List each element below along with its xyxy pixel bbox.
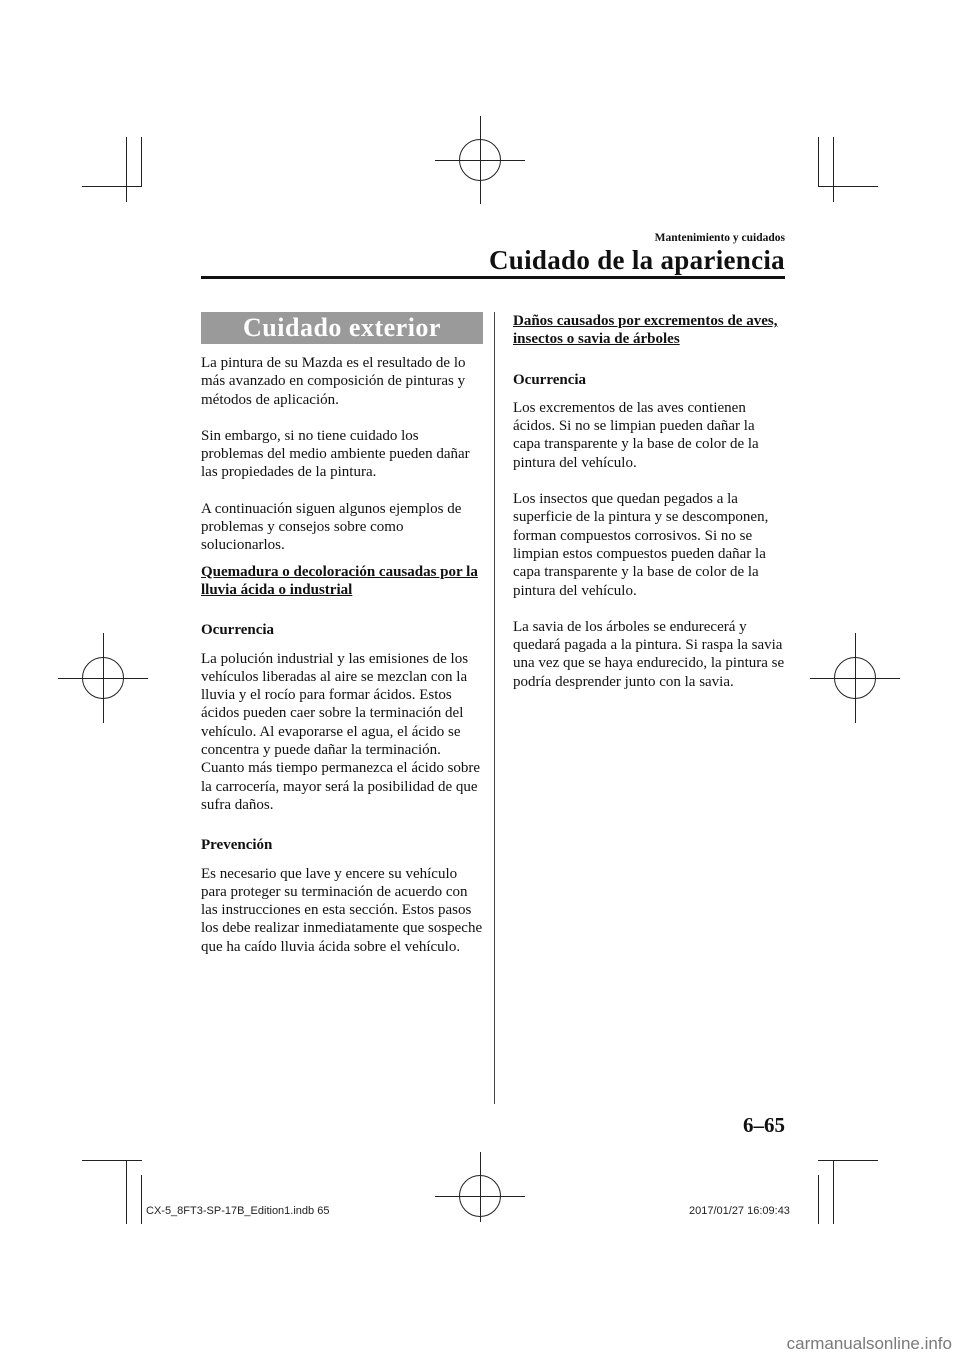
intro-paragraph-1: La pintura de su Mazda es el resultado de lo más avanzado en composición de pinturas y métodos de aplicación. — [201, 355, 466, 408]
page-title: Cuidado de la apariencia — [489, 245, 785, 275]
prevention-paragraph: Es necesario que lave y encere su vehículo para proteger su terminación de acuerdo con las instrucciones en esta sección. Estos pasos los debe realizar inmediatamente que sospeche que ha caído lluvia ácida sobre el vehículo. — [201, 865, 483, 955]
prevention-label: Prevención — [201, 837, 273, 854]
watermark-link[interactable]: carmanualsonline.info — [786, 1334, 952, 1353]
subheading-acid-rain: Quemadura o decoloración causadas por la lluvia ácida o industrial — [201, 563, 478, 598]
occurrence-label: Ocurrencia — [201, 622, 275, 639]
occurrence-label-right: Ocurrencia — [513, 371, 587, 388]
left-column — [201, 312, 483, 956]
occurrence-paragraph-1: La polución industrial y las emisiones de los vehículos liberadas al aire se mezclan con la lluvia y el rocío para formar ácidos. Estos ácidos pueden caer sobre la terminación del vehículo. Al evaporarse el agua, el ácido se concentra y puede dañar la terminación. — [201, 650, 469, 759]
intro-paragraph-2: Sin embargo, si no tiene cuidado los problemas del medio ambiente pueden dañar las propiedades de la pintura. — [201, 427, 470, 481]
right-paragraph-2: Los insectos que quedan pegados a la superficie de la pintura y se descomponen, forman compuestos corrosivos. Si no se limpian estos compuestos pueden dañar la capa transparente y la base de color de la pintura del vehículo. — [513, 491, 769, 599]
section-label: Mantenimiento y cuidados — [654, 232, 785, 244]
occurrence-paragraph-2: Cuanto más tiempo permanezca el ácido sobre la carrocería, mayor será la posibilidad de que sufra daños. — [201, 760, 481, 813]
header-rule — [201, 276, 785, 279]
section-banner: Cuidado exterior — [201, 312, 483, 344]
right-paragraph-3: La savia de los árboles se endurecerá y quedará pagada a la pintura. Si raspa la savia una vez que se haya endurecido, la pintura se podría desprender junto con la savia. — [513, 618, 785, 690]
right-column — [513, 312, 785, 691]
footer-timestamp: 2017/01/27 16:09:43 — [689, 1205, 790, 1217]
right-paragraph-1: Los excrementos de las aves contienen ácidos. Si no se limpian pueden dañar la capa transparente y la base de color de la pintura del vehículo. — [513, 399, 759, 471]
page-number: 6–65 — [743, 1113, 785, 1137]
column-divider — [494, 312, 495, 1104]
subheading-bird-droppings: Daños causados por excrementos de aves, insectos o savia de árboles — [513, 313, 778, 348]
intro-paragraph-3: A continuación siguen algunos ejemplos de problemas y consejos sobre como solucionarlos. — [201, 500, 462, 554]
footer-file-name: CX-5_8FT3-SP-17B_Edition1.indb 65 — [146, 1205, 330, 1217]
